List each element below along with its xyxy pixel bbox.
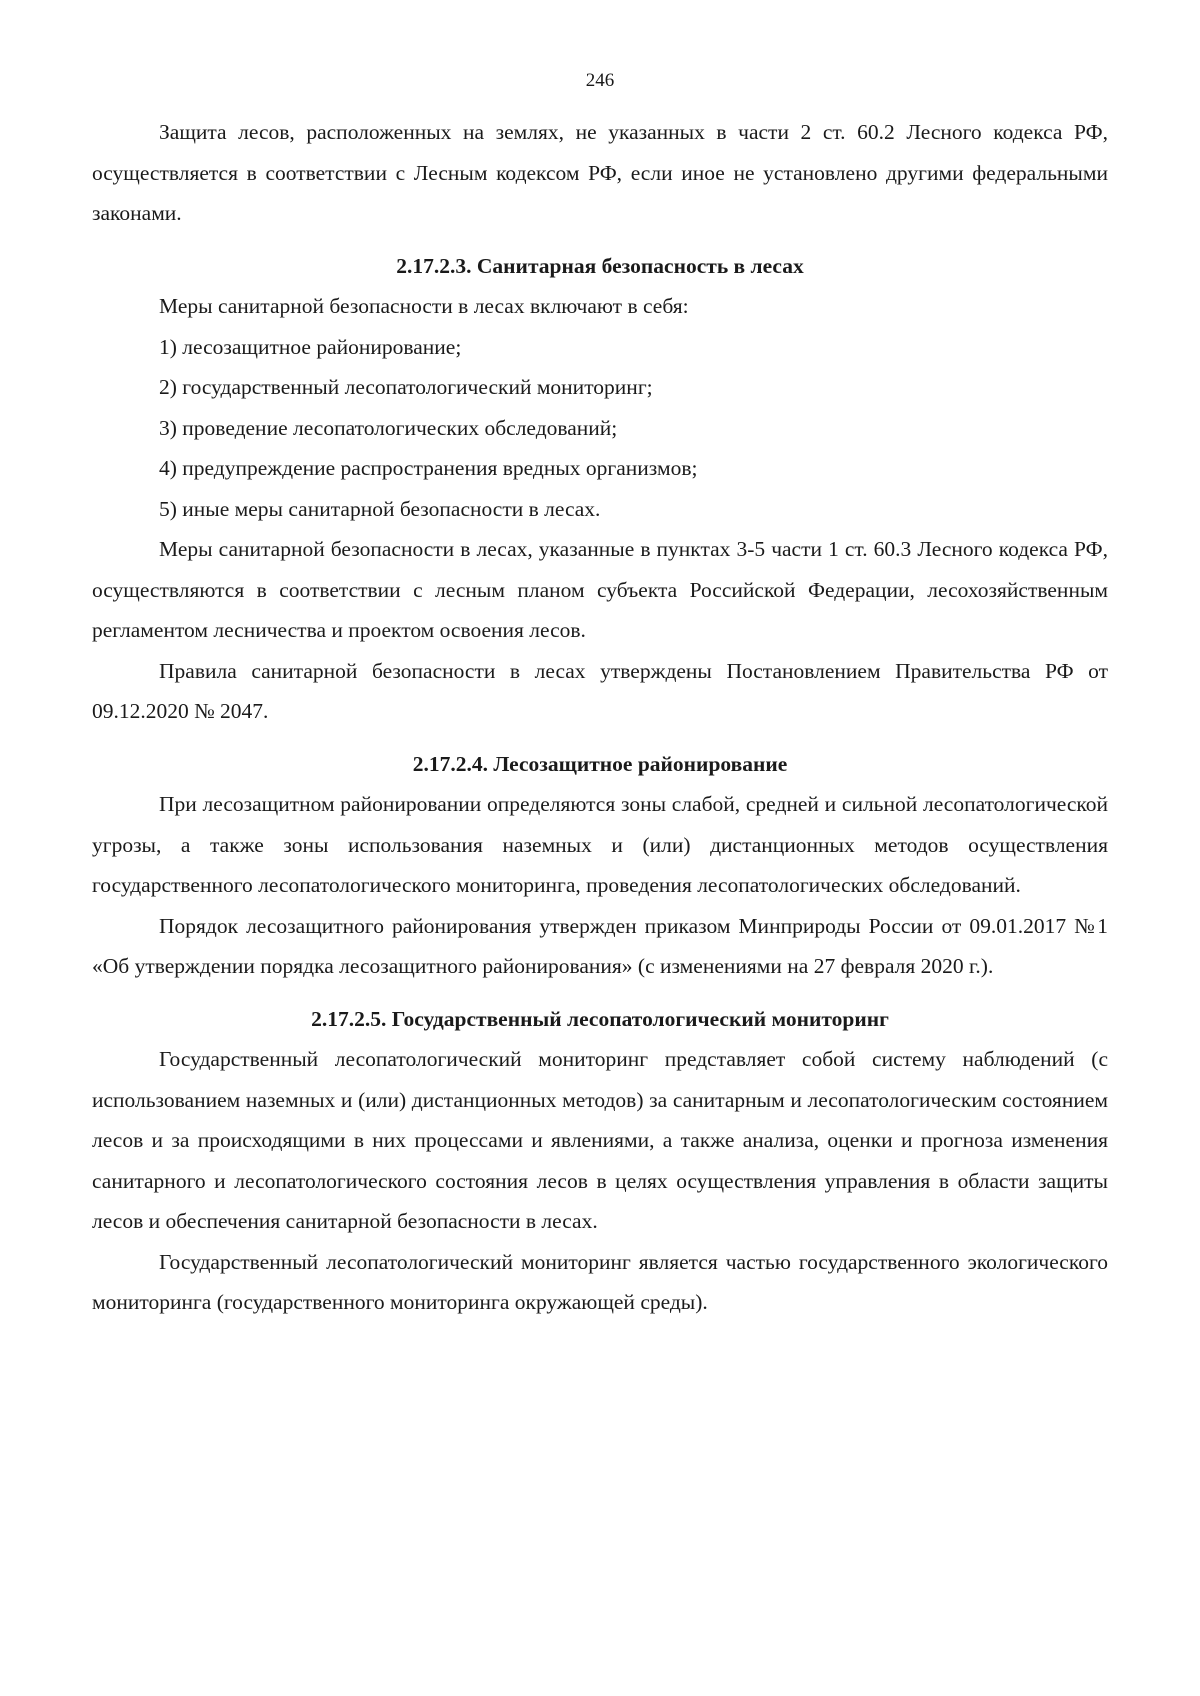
body-paragraph: Государственный лесопатологический мониторинг представляет собой систему наблюдений (с использованием наземных и (или) дистанционных методов) за санитарным и лесопатологическим состоянием лесов и за происходящими в них процессами и явлениями, а также анализа, оценки и прогноза изменения санитарного и лесопатологического состояния лесов в целях осуществления управления в области защиты лесов и обеспечения санитарной безопасности в лесах.: [92, 1047, 1108, 1233]
page-content: [92, 112, 1108, 1323]
page-number: 246: [585, 70, 615, 91]
section-lead: Меры санитарной безопасности в лесах включают в себя:: [159, 294, 689, 318]
section-heading-forest-monitoring: 2.17.2.5. Государственный лесопатологический мониторинг: [311, 1006, 889, 1031]
body-paragraph: Меры санитарной безопасности в лесах, указанные в пунктах 3-5 части 1 ст. 60.3 Лесного кодекса РФ, осуществляются в соответствии с лесным планом субъекта Российской Федерации, лесохозяйственным регламентом лесничества и проектом освоения лесов.: [92, 537, 1108, 642]
list-item: 3) проведение лесопатологических обследований;: [159, 415, 618, 440]
body-paragraph: Правила санитарной безопасности в лесах утверждены Постановлением Правительства РФ от 09.12.2020 № 2047.: [92, 658, 1108, 723]
section-heading-sanitary-safety: 2.17.2.3. Санитарная безопасность в лесах: [396, 253, 804, 278]
list-item: 5) иные меры санитарной безопасности в лесах.: [159, 496, 601, 521]
list-item: 4) предупреждение распространения вредных организмов;: [159, 456, 698, 480]
list-item: 2) государственный лесопатологический мониторинг;: [159, 375, 653, 399]
body-paragraph: Порядок лесозащитного районирования утвержден приказом Минприроды России от 09.01.2017 №1 «Об утверждении порядка лесозащитного районирования» (с изменениями на 27 февраля 2020 г.).: [92, 913, 1108, 978]
list-item: 1) лесозащитное районирование;: [159, 334, 462, 359]
section-heading-forest-zoning: 2.17.2.4. Лесозащитное районирование: [412, 751, 788, 776]
intro-paragraph: Защита лесов, расположенных на землях, не указанных в части 2 ст. 60.2 Лесного кодекса РФ, осуществляется в соответствии с Лесным кодексом РФ, если иное не установлено другими федеральными законами.: [92, 120, 1108, 225]
body-paragraph: Государственный лесопатологический мониторинг является частью государственного экологического мониторинга (государственного мониторинга окружающей среды).: [92, 1249, 1108, 1314]
body-paragraph: При лесозащитном районировании определяются зоны слабой, средней и сильной лесопатологической угрозы, а также зоны использования наземных и (или) дистанционных методов осуществления государственного лесопатологического мониторинга, проведения лесопатологических обследований.: [92, 792, 1108, 897]
